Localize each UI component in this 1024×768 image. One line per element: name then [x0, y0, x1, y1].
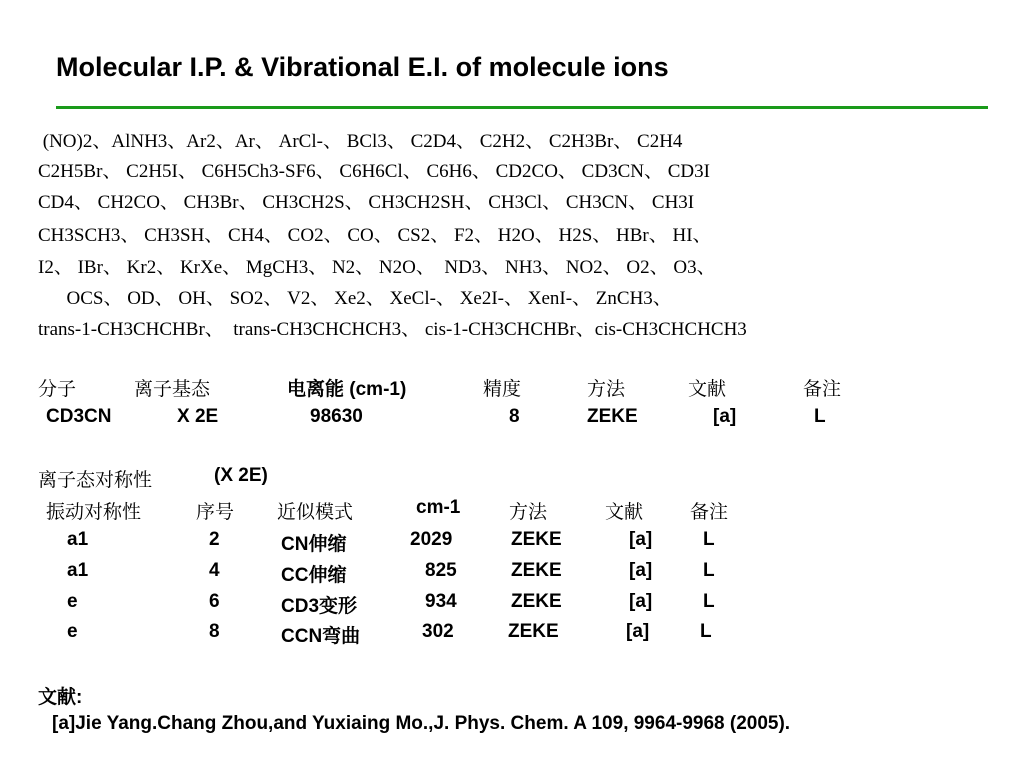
- reference-item: [a]Jie Yang.Chang Zhou,and Yuxiaing Mo.,J. Phys. Chem. A 109, 9964-9968 (2005).: [52, 713, 791, 734]
- vib-header-index: 序号: [196, 502, 235, 523]
- vib-cell-note: L: [703, 591, 715, 612]
- vib-cell-index: 4: [209, 560, 220, 581]
- vib-cell-method: ZEKE: [511, 560, 562, 581]
- header-precision: 精度: [483, 379, 522, 400]
- cell-method: ZEKE: [587, 406, 638, 427]
- molecule-line: I2、 IBr、 Kr2、 KrXe、 MgCH3、 N2、 N2O、 ND3、 NH3、 NO2、 O2、 O3、: [38, 257, 716, 278]
- vib-cell-method: ZEKE: [511, 529, 562, 550]
- vib-cell-symmetry: a1: [67, 529, 89, 550]
- vib-cell-method: ZEKE: [508, 621, 559, 642]
- vib-cell-index: 2: [209, 529, 220, 550]
- vib-header-note: 备注: [690, 502, 729, 523]
- vib-cell-wavenumber: 302: [422, 621, 454, 642]
- vib-header-mode: 近似模式: [277, 502, 354, 523]
- vib-cell-method: ZEKE: [511, 591, 562, 612]
- molecule-line: CH3SCH3、 CH3SH、 CH4、 CO2、 CO、 CS2、 F2、 H2O、 H2S、 HBr、 HI、: [38, 225, 712, 246]
- cell-reference: [a]: [713, 406, 737, 427]
- vib-cell-index: 8: [209, 621, 220, 642]
- header-ion-ground-state: 离子基态: [134, 379, 211, 400]
- vib-header-method: 方法: [509, 502, 548, 523]
- molecule-line: C2H5Br、 C2H5I、 C6H5Ch3-SF6、 C6H6Cl、 C6H6、 CD2CO、 CD3CN、 CD3I: [38, 161, 710, 182]
- title-divider: [56, 106, 988, 109]
- vib-header-wavenumber: cm-1: [416, 497, 461, 518]
- vib-cell-index: 6: [209, 591, 220, 612]
- vib-cell-note: L: [703, 560, 715, 581]
- vib-cell-reference: [a]: [629, 560, 653, 581]
- molecule-line: trans-1-CH3CHCHBr、 trans-CH3CHCHCH3、 cis-1-CH3CHCHBr、cis-CH3CHCHCH3: [38, 319, 747, 340]
- references-label: 文献:: [38, 687, 83, 708]
- vib-cell-reference: [a]: [626, 621, 650, 642]
- vib-cell-wavenumber: 825: [425, 560, 457, 581]
- vib-cell-mode: CN伸缩: [281, 534, 347, 555]
- vib-cell-mode: CD3变形: [281, 596, 358, 617]
- vib-cell-note: L: [700, 621, 712, 642]
- vib-cell-wavenumber: 2029: [410, 529, 453, 550]
- header-ionization-energy: 电离能 (cm-1): [287, 379, 407, 400]
- ion-state-label: 离子态对称性: [38, 470, 153, 491]
- vib-header-reference: 文献: [605, 502, 644, 523]
- vib-cell-reference: [a]: [629, 591, 653, 612]
- header-reference: 文献: [688, 379, 727, 400]
- page-title: Molecular I.P. & Vibrational E.I. of molecule ions: [56, 52, 669, 82]
- vib-cell-wavenumber: 934: [425, 591, 457, 612]
- vib-cell-reference: [a]: [629, 529, 653, 550]
- vib-cell-symmetry: e: [67, 591, 78, 612]
- header-method: 方法: [587, 379, 626, 400]
- vib-cell-mode: CC伸缩: [281, 565, 347, 586]
- cell-precision: 8: [509, 406, 520, 427]
- molecule-line: (NO)2、AlNH3、Ar2、Ar、 ArCl-、 BCl3、 C2D4、 C2H2、 C2H3Br、 C2H4: [38, 131, 683, 152]
- header-note: 备注: [803, 379, 842, 400]
- cell-ion-ground-state: X 2E: [177, 406, 219, 427]
- cell-molecule: CD3CN: [46, 406, 112, 427]
- ion-state-value: (X 2E): [214, 465, 268, 486]
- cell-note: L: [814, 406, 826, 427]
- vib-header-symmetry: 振动对称性: [46, 502, 142, 523]
- molecule-line: OCS、 OD、 OH、 SO2、 V2、 Xe2、 XeCl-、 Xe2I-、 XenI-、 ZnCH3、: [38, 288, 672, 309]
- vib-cell-symmetry: e: [67, 621, 78, 642]
- cell-ionization-energy: 98630: [310, 406, 363, 427]
- vib-cell-mode: CCN弯曲: [281, 626, 361, 647]
- molecule-line: CD4、 CH2CO、 CH3Br、 CH3CH2S、 CH3CH2SH、 CH3Cl、 CH3CN、 CH3I: [38, 192, 695, 213]
- vib-cell-note: L: [703, 529, 715, 550]
- vib-cell-symmetry: a1: [67, 560, 89, 581]
- header-molecule: 分子: [38, 379, 77, 400]
